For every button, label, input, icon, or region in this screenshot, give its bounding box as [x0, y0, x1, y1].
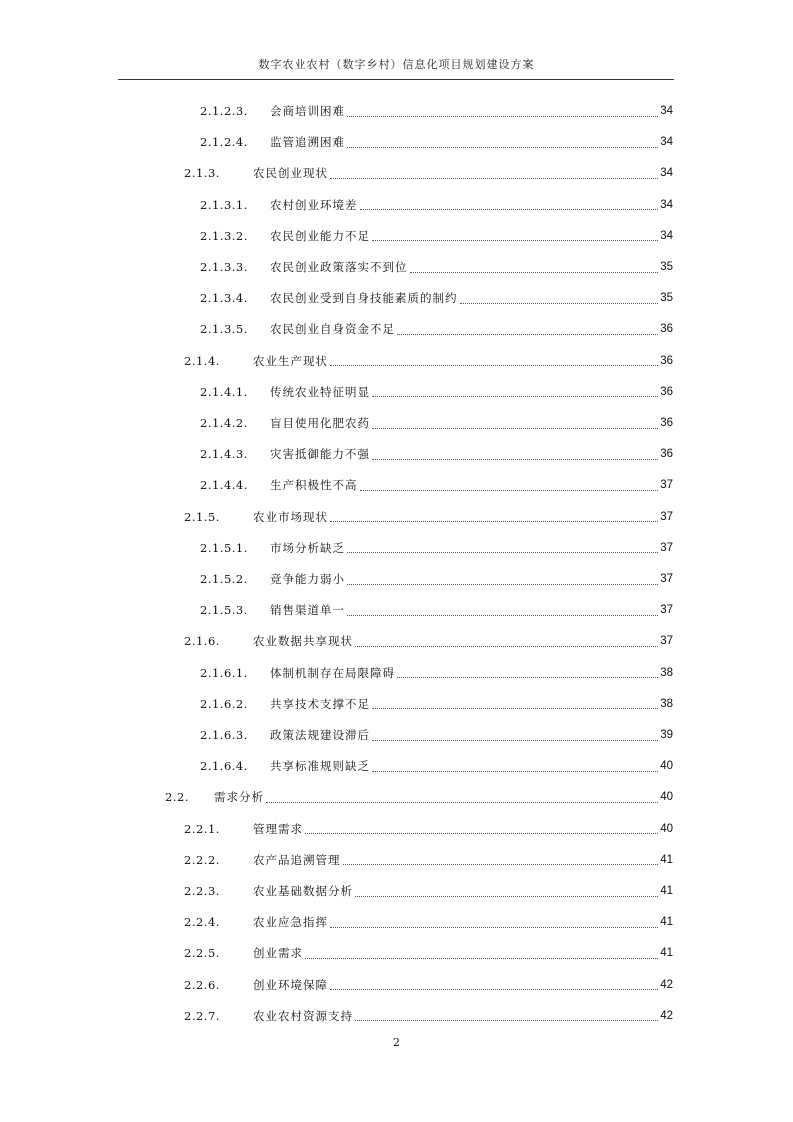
- toc-entry-title: 农民创业现状: [253, 166, 328, 181]
- toc-entry-title: 创业环境保障: [253, 977, 328, 992]
- toc-entry-title: 农业农村资源支持: [253, 1008, 353, 1023]
- toc-entry-number: 2.1.6.3.: [200, 728, 248, 742]
- toc-entry-number: 2.2.7.: [184, 1008, 220, 1023]
- toc-entry[interactable]: [184, 881, 673, 901]
- toc-entry[interactable]: [200, 538, 673, 558]
- toc-entry-number: 2.1.5.: [184, 509, 220, 524]
- toc-entry-number: 2.2.: [165, 790, 189, 805]
- toc-entry[interactable]: [184, 850, 673, 870]
- toc-entry[interactable]: [184, 507, 673, 527]
- toc-entry-number: 2.1.5.1.: [200, 540, 248, 555]
- toc-entry-number: 2.1.4.2.: [200, 416, 248, 430]
- toc-entry-title: 竞争能力弱小: [270, 572, 345, 586]
- toc-entry-number: 2.1.6.: [184, 634, 220, 649]
- toc-entry-page: 41: [660, 853, 673, 866]
- toc-entry[interactable]: [184, 351, 673, 371]
- toc-dot-leader: [266, 794, 658, 803]
- toc-entry-page: 37: [660, 604, 673, 617]
- toc-dot-leader: [460, 295, 659, 304]
- toc-entry-number: 2.1.3.: [184, 166, 220, 181]
- toc-entry-page: 36: [660, 323, 673, 336]
- toc-dot-leader: [410, 264, 659, 273]
- toc-entry[interactable]: [200, 226, 673, 246]
- toc-entry-page: 41: [660, 916, 673, 929]
- toc-entry[interactable]: [200, 475, 673, 495]
- toc-entry-page: 35: [660, 261, 673, 273]
- toc-entry-page: 36: [660, 448, 673, 461]
- toc-entry-title: 农业应急指挥: [253, 915, 328, 930]
- header-divider: [118, 79, 674, 80]
- toc-dot-leader: [372, 763, 658, 772]
- toc-entry-page: 37: [660, 573, 673, 585]
- toc-entry-title: 农民创业能力不足: [270, 228, 370, 243]
- toc-entry-title: 市场分析缺乏: [270, 540, 345, 555]
- toc-entry-page: 39: [660, 729, 673, 741]
- toc-dot-leader: [343, 856, 659, 865]
- toc-entry-number: 2.2.3.: [184, 884, 220, 898]
- toc-entry-title: 销售渠道单一: [270, 603, 345, 618]
- toc-dot-leader: [372, 451, 658, 460]
- toc-entry-page: 41: [660, 885, 673, 897]
- toc-entry-page: 42: [660, 1009, 673, 1022]
- toc-entry-number: 2.1.5.2.: [200, 572, 248, 586]
- toc-entry-page: 34: [660, 198, 673, 211]
- toc-entry-page: 37: [660, 479, 673, 492]
- toc-entry-number: 2.1.5.3.: [200, 603, 248, 618]
- toc-entry[interactable]: [200, 663, 673, 683]
- toc-entry-title: 农业基础数据分析: [253, 884, 353, 898]
- toc-dot-leader: [330, 919, 658, 928]
- toc-entry-page: 42: [660, 978, 673, 991]
- toc-entry-title: 农民创业受到自身技能素质的制约: [270, 291, 458, 306]
- toc-entry[interactable]: [184, 975, 673, 995]
- toc-entry-page: 35: [660, 292, 673, 305]
- toc-entry-title: 农业数据共享现状: [253, 634, 353, 649]
- toc-dot-leader: [355, 1012, 658, 1021]
- toc-entry-title: 监管追溯困难: [270, 135, 345, 150]
- toc-entry-number: 2.1.4.: [184, 353, 220, 368]
- toc-entry-title: 共享标准规则缺乏: [270, 759, 370, 774]
- toc-dot-leader: [330, 981, 658, 990]
- toc-dot-leader: [355, 638, 658, 647]
- toc-dot-leader: [372, 232, 658, 241]
- toc-entry[interactable]: [200, 195, 673, 215]
- toc-entry[interactable]: [200, 725, 673, 745]
- toc-dot-leader: [397, 326, 658, 335]
- toc-entry-page: 34: [660, 136, 673, 149]
- toc-entry-page: 36: [660, 354, 673, 367]
- toc-entry[interactable]: [184, 943, 673, 963]
- toc-entry-number: 2.2.5.: [184, 946, 220, 961]
- toc-entry-page: 40: [660, 791, 673, 804]
- toc-entry-title: 盲目使用化肥农药: [270, 416, 370, 430]
- toc-entry-number: 2.2.1.: [184, 821, 220, 836]
- toc-entry-number: 2.2.4.: [184, 915, 220, 930]
- toc-entry-title: 需求分析: [214, 790, 264, 805]
- toc-entry-page: 40: [660, 760, 673, 773]
- toc-dot-leader: [305, 950, 658, 959]
- toc-entry-title: 农民创业政策落实不到位: [270, 260, 408, 274]
- toc-entry[interactable]: [200, 132, 673, 152]
- toc-entry-page: 34: [660, 105, 673, 117]
- toc-entry-page: 37: [660, 541, 673, 554]
- toc-dot-leader: [372, 388, 658, 397]
- page-header-title: 数字农业农村（数字乡村）信息化项目规划建设方案: [258, 58, 535, 71]
- toc-entry-title: 政策法规建设滞后: [270, 728, 370, 742]
- toc-entry-number: 2.1.4.4.: [200, 478, 248, 493]
- toc-dot-leader: [305, 825, 658, 834]
- toc-entry[interactable]: [200, 756, 673, 776]
- toc-entry[interactable]: [184, 1006, 673, 1026]
- toc-entry-number: 2.2.2.: [184, 852, 220, 867]
- toc-entry[interactable]: [200, 694, 673, 714]
- toc-entry-page: 36: [660, 385, 673, 398]
- toc-dot-leader: [360, 201, 659, 210]
- toc-entry[interactable]: [200, 569, 673, 589]
- toc-dot-leader: [347, 607, 658, 616]
- toc-entry-number: 2.1.6.4.: [200, 759, 248, 774]
- toc-dot-leader: [360, 482, 659, 491]
- toc-entry-page: 36: [660, 417, 673, 429]
- toc-entry-page: 34: [660, 229, 673, 242]
- toc-entry-title: 农村创业环境差: [270, 197, 358, 212]
- toc-entry-number: 2.1.3.1.: [200, 197, 248, 212]
- toc-dot-leader: [347, 544, 658, 553]
- toc-entry[interactable]: [200, 101, 673, 121]
- toc-entry[interactable]: [200, 382, 673, 402]
- toc-entry-page: 38: [660, 697, 673, 710]
- toc-entry-title: 传统农业特征明显: [270, 384, 370, 399]
- toc-entry[interactable]: [165, 787, 673, 807]
- toc-entry-title: 共享技术支撑不足: [270, 696, 370, 711]
- toc-dot-leader: [372, 700, 658, 709]
- toc-entry-title: 农业市场现状: [253, 509, 328, 524]
- toc-entry-page: 40: [660, 822, 673, 835]
- toc-entry[interactable]: [184, 163, 673, 183]
- toc-entry-number: 2.1.2.4.: [200, 135, 248, 150]
- toc-entry-title: 农业生产现状: [253, 353, 328, 368]
- toc-entry-number: 2.1.3.4.: [200, 291, 248, 306]
- toc-entry-number: 2.2.6.: [184, 977, 220, 992]
- toc-entry-page: 34: [660, 167, 673, 180]
- toc-entry-page: 41: [660, 947, 673, 960]
- toc-entry-title: 会商培训困难: [270, 104, 345, 118]
- toc-entry[interactable]: [200, 257, 673, 277]
- toc-dot-leader: [372, 420, 658, 429]
- toc-dot-leader: [347, 108, 658, 117]
- toc-entry-title: 农民创业自身资金不足: [270, 322, 395, 337]
- toc-dot-leader: [330, 513, 658, 522]
- toc-entry-number: 2.1.3.3.: [200, 260, 248, 274]
- toc-dot-leader: [355, 888, 658, 897]
- toc-entry-title: 创业需求: [253, 946, 303, 961]
- toc-entry-number: 2.1.3.5.: [200, 322, 248, 337]
- toc-entry[interactable]: [184, 819, 673, 839]
- toc-entry-number: 2.1.2.3.: [200, 104, 248, 118]
- toc-entry[interactable]: [184, 631, 673, 651]
- toc-entry-title: 生产积极性不高: [270, 478, 358, 493]
- toc-dot-leader: [330, 170, 658, 179]
- toc-entry-title: 农产品追溯管理: [253, 852, 341, 867]
- toc-entry-title: 灾害抵御能力不强: [270, 447, 370, 462]
- toc-entry-page: 37: [660, 510, 673, 523]
- toc-entry-number: 2.1.6.1.: [200, 665, 248, 680]
- toc-entry[interactable]: [184, 912, 673, 932]
- page-number: 2: [393, 1036, 400, 1049]
- toc-entry[interactable]: [200, 288, 673, 308]
- toc-entry-number: 2.1.4.3.: [200, 447, 248, 462]
- toc-dot-leader: [372, 732, 658, 741]
- toc-entry[interactable]: [200, 319, 673, 339]
- toc-entry-title: 管理需求: [253, 821, 303, 836]
- toc-entry-number: 2.1.3.2.: [200, 228, 248, 243]
- toc-dot-leader: [347, 139, 658, 148]
- toc-entry-number: 2.1.4.1.: [200, 384, 248, 399]
- toc-dot-leader: [347, 576, 658, 585]
- toc-entry-number: 2.1.6.2.: [200, 696, 248, 711]
- toc-entry-title: 体制机制存在局限障碍: [270, 665, 395, 680]
- toc-entry[interactable]: [200, 444, 673, 464]
- toc-entry-page: 37: [660, 635, 673, 648]
- toc-dot-leader: [397, 669, 658, 678]
- toc-dot-leader: [330, 357, 658, 366]
- toc-entry[interactable]: [200, 600, 673, 620]
- toc-entry[interactable]: [200, 413, 673, 433]
- toc-entry-page: 38: [660, 666, 673, 679]
